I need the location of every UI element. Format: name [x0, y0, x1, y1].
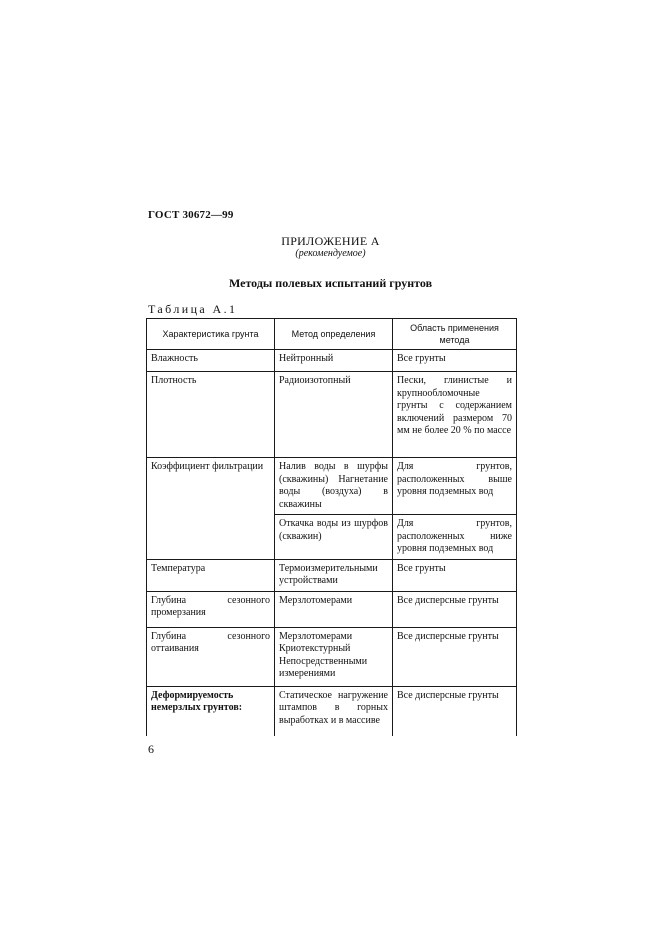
cell-method: Радиоизотопный	[275, 372, 393, 458]
cell-method: Откачка воды из шурфов (скважин)	[275, 515, 393, 560]
column-header-scope: Область применения метода	[393, 319, 517, 350]
table-row	[147, 559, 517, 591]
section-title: Методы полевых испытаний грунтов	[228, 276, 433, 290]
table-caption: Таблица А.1	[148, 302, 238, 316]
cell-characteristic: Плотность	[147, 372, 275, 458]
table-header-row	[147, 319, 517, 350]
cell-scope: Все дисперсные грунты	[393, 591, 517, 627]
cell-method: Мерзлотомерами	[275, 591, 393, 627]
column-header-method: Метод определения	[275, 319, 393, 350]
cell-method: Мерзлотомерами Криотекстурный Непосредственными измерениями	[275, 627, 393, 686]
appendix-note: (рекомендуемое)	[295, 248, 366, 259]
column-header-characteristic: Характеристика грунта	[147, 319, 275, 350]
cell-method: Статическое нагружение штампов в горных выработках и в массиве	[275, 686, 393, 736]
table-row	[147, 591, 517, 627]
cell-characteristic: Глубина сезонного оттаивания	[147, 627, 275, 686]
page-number: 6	[148, 742, 154, 756]
cell-characteristic: Деформируемость немерзлых грунтов:	[147, 686, 275, 736]
document-code: ГОСТ 30672—99	[148, 209, 234, 221]
table-row	[147, 372, 517, 458]
table-row	[147, 686, 517, 736]
cell-scope: Все дисперсные грунты	[393, 686, 517, 736]
cell-scope: Все грунты	[393, 350, 517, 372]
cell-characteristic: Коэффициент фильтрации	[147, 458, 275, 560]
cell-scope: Пески, глинистые и крупнообломочные грунты с содержанием включений размером 70 мм не более 20 % по массе	[393, 372, 517, 458]
table-row	[147, 458, 517, 515]
table-row	[147, 350, 517, 372]
cell-characteristic: Температура	[147, 559, 275, 591]
cell-scope: Все дисперсные грунты	[393, 627, 517, 686]
cell-scope: Для грунтов, расположенных выше уровня подземных вод	[393, 458, 517, 515]
appendix-title: ПРИЛОЖЕНИЕ А	[281, 234, 380, 248]
cell-characteristic: Глубина сезонного промерзания	[147, 591, 275, 627]
cell-method: Нейтронный	[275, 350, 393, 372]
methods-table	[146, 318, 517, 736]
cell-scope: Все грунты	[393, 559, 517, 591]
cell-method: Налив воды в шурфы (скважины) Нагнетание воды (воздуха) в скважины	[275, 458, 393, 515]
cell-method: Термоизмерительными устройствами	[275, 559, 393, 591]
table-row	[147, 627, 517, 686]
cell-characteristic: Влажность	[147, 350, 275, 372]
cell-scope: Для грунтов, расположенных ниже уровня подземных вод	[393, 515, 517, 560]
